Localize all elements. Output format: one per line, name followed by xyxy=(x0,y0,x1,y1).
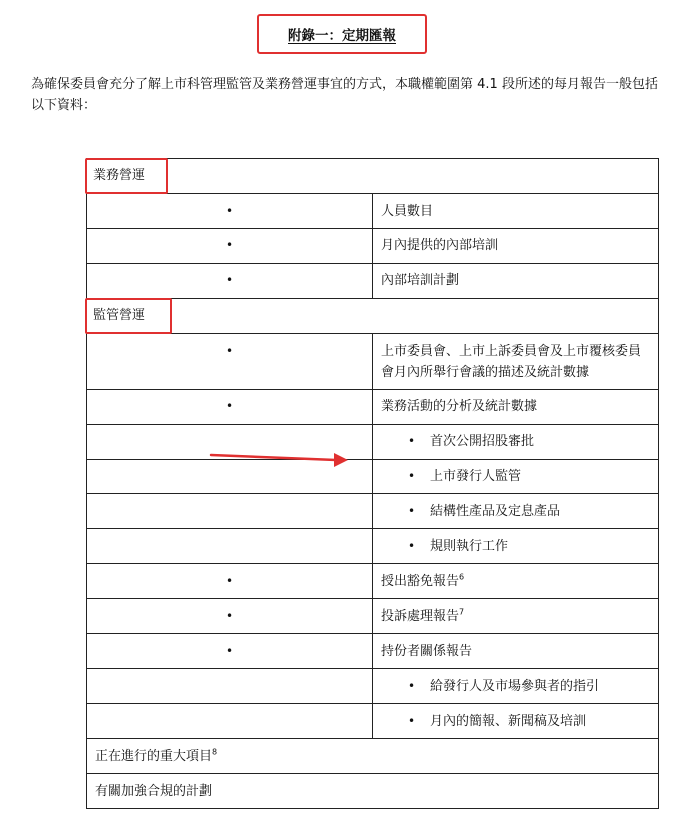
compliance-plan-cell: 有關加強合規的計劃 xyxy=(87,774,659,809)
sub-item-label: 首次公開招股審批 xyxy=(430,434,535,449)
sub-item-label: 給發行人及市場參與者的指引 xyxy=(430,678,600,694)
bullet-icon: • xyxy=(225,608,234,623)
sub-item-label: 上市發行人監管 xyxy=(430,468,522,484)
item-label: 投訴處理報告 xyxy=(381,608,460,624)
ongoing-projects-label: 正在進行的重大項目 xyxy=(95,748,213,764)
item-label: 授出豁免報告 xyxy=(381,573,460,589)
page-title: 附錄一：定期匯報 xyxy=(288,28,396,44)
footnote-ref: 7 xyxy=(459,607,465,617)
bullet-icon: • xyxy=(408,713,416,728)
bullet-icon: • xyxy=(225,399,234,413)
sub-item-label: 結構性產品及定息產品 xyxy=(430,503,561,519)
bullet-icon: • xyxy=(225,273,234,287)
bullet-icon: • xyxy=(408,538,416,553)
bullet-icon: • xyxy=(225,643,234,658)
footnote-ref: 6 xyxy=(459,572,465,582)
bullet-icon: • xyxy=(408,468,416,483)
section-heading-business: 業務營運 xyxy=(93,168,146,183)
bullet-icon: • xyxy=(408,678,416,693)
item-cell: 人員數目 xyxy=(373,194,659,229)
bullet-icon: • xyxy=(408,503,416,518)
arrow-shaft xyxy=(211,455,336,460)
arrow-head-icon xyxy=(334,453,348,467)
footnote-ref: 8 xyxy=(212,747,218,757)
item-cell: 上市委員會、上市上訴委員會及上市覆核委員會月內所舉行會議的描述及統計數據 xyxy=(373,333,659,389)
bullet-icon: • xyxy=(225,203,234,218)
item-cell: 月內提供的內部培訓 xyxy=(373,229,659,264)
intro-paragraph: 為確保委員會充分了解上市科管理監管及業務營運事宜的方式，本職權範圍第 4.1 段所述的每月報告一般包括以下資料： xyxy=(31,77,658,113)
bullet-icon: • xyxy=(408,434,416,448)
item-cell: 內部培訓計劃 xyxy=(373,263,659,298)
item-cell: 持份者關係報告 xyxy=(373,634,659,669)
bullet-icon: • xyxy=(225,343,234,358)
item-cell: 業務活動的分析及統計數據 xyxy=(373,389,659,424)
bullet-icon: • xyxy=(225,573,234,588)
bullet-icon: • xyxy=(225,238,234,253)
sub-item-label: 月內的簡報、新聞稿及培訓 xyxy=(430,713,587,729)
section-heading-regulatory: 監管營運 xyxy=(93,308,146,323)
sub-item-label: 規則執行工作 xyxy=(430,538,509,554)
